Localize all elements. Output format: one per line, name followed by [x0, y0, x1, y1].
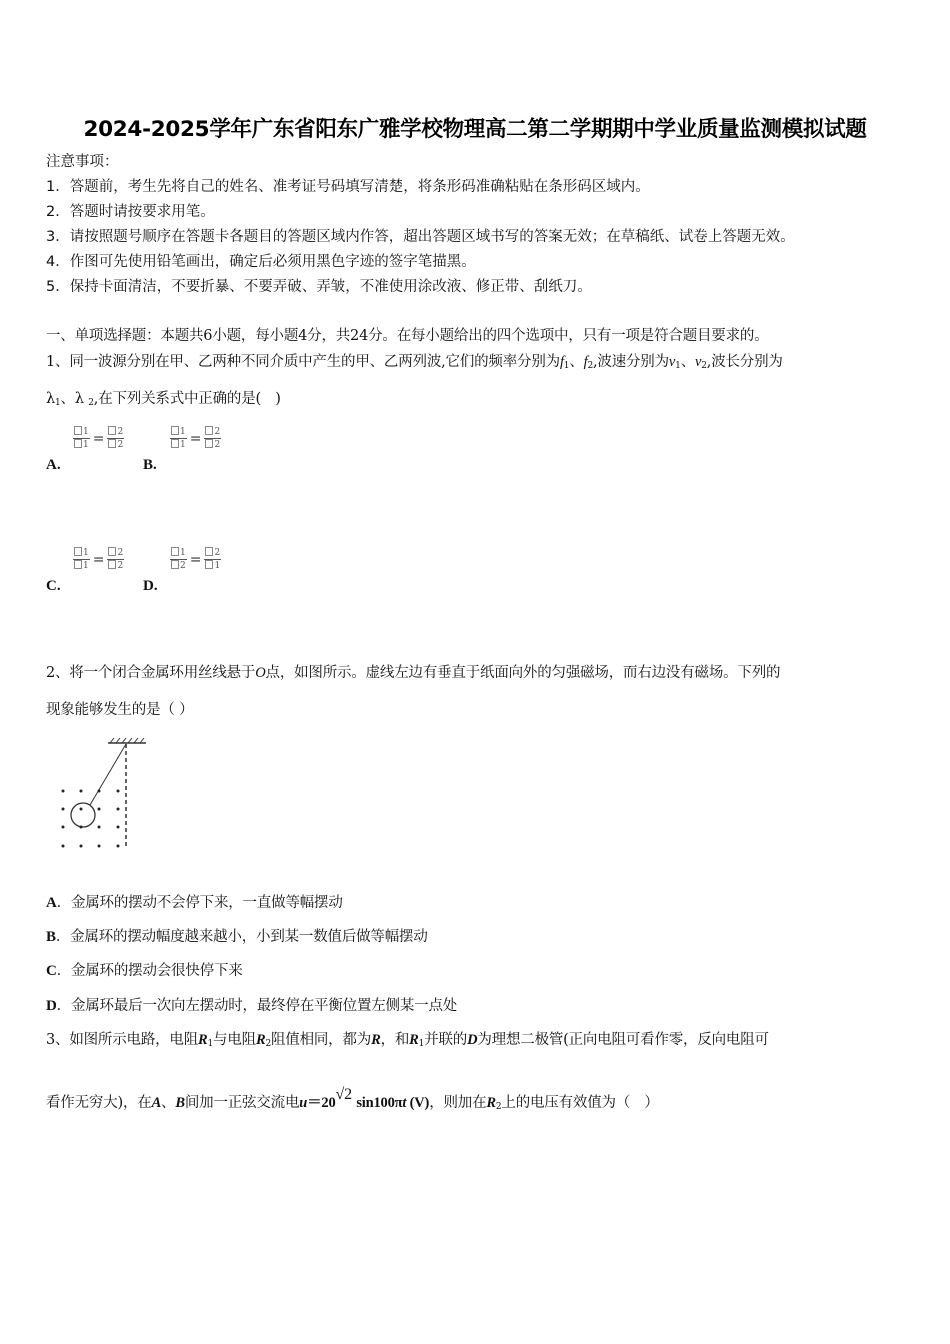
fraction: $\frac{1}{2}$ — [170, 547, 187, 572]
option-label: D. — [143, 578, 158, 594]
option-a[interactable] — [46, 426, 124, 473]
equals: = — [92, 430, 105, 447]
sub: 2 — [495, 1102, 502, 1112]
var-lambda: λ — [74, 391, 89, 407]
sub: 1 — [418, 1039, 425, 1049]
var-a: A — [151, 1095, 162, 1111]
thread — [90, 744, 126, 805]
var-r: R — [486, 1095, 496, 1111]
option-a[interactable] — [46, 893, 343, 913]
formula-image — [73, 426, 124, 451]
text: 点，如图所示。虚线左边有垂直于纸面向外的匀强磁场，而右边没有磁场。下列的 — [265, 665, 781, 681]
option-label: A. — [46, 457, 61, 473]
text: 2、将一个闭合金属环用丝线悬于 — [46, 665, 256, 681]
sub: 2 — [587, 361, 593, 371]
sub: 2 — [88, 398, 94, 408]
option-c[interactable] — [46, 547, 124, 594]
question-1-line-2 — [46, 389, 281, 413]
var-r: R — [409, 1032, 419, 1048]
notice-heading: 注意事项： — [46, 154, 119, 170]
var-r: R — [198, 1032, 208, 1048]
var-d: D — [467, 1032, 478, 1048]
text: ＝20 — [307, 1095, 336, 1111]
equals: = — [189, 430, 202, 447]
text: 、 — [569, 354, 584, 370]
var-v: v — [668, 354, 676, 370]
var-b: B — [175, 1095, 185, 1111]
var-r: R — [371, 1032, 381, 1048]
var-f: f — [559, 354, 564, 370]
text: ,波长分别为 — [706, 354, 783, 370]
text: 与电阻 — [213, 1032, 256, 1048]
var-r: R — [255, 1032, 266, 1048]
pendulum-magnetic-field-figure — [50, 735, 150, 855]
var-o: O — [255, 665, 266, 681]
notice-item: 1．答题前，考生先将自己的姓名、准考证号码填写清楚，将条形码准确粘贴在条形码区域内。 — [46, 179, 650, 195]
section-heading: 一、单项选择题：本题共6小题，每小题4分，共24分。在每小题给出的四个选项中，只有一项是符合题目要求的。 — [46, 328, 769, 344]
option-label: D — [46, 998, 57, 1014]
question-2-line-1 — [46, 663, 780, 683]
text: 1、同一波源分别在甲、乙两种不同介质中产生的甲、乙两列波,它们的频率分别为 — [46, 354, 560, 370]
option-b[interactable] — [143, 426, 221, 473]
option-text: 金属环的摆动幅度越来越小，小到某一数值后做等幅摆动 — [70, 929, 428, 945]
equals: = — [189, 551, 202, 568]
fraction: $\frac{1}{1}$ — [73, 426, 90, 451]
text: 、 — [161, 1095, 176, 1111]
formula-image — [170, 547, 221, 572]
fraction: $\frac{1}{1}$ — [170, 426, 187, 451]
text: 看作无穷大)，在 — [46, 1095, 152, 1111]
option-text: 金属环的摆动不会停下来，一直做等幅摆动 — [70, 895, 343, 911]
notice-item: 2．答题时请按要求用笔。 — [46, 204, 215, 220]
option-text: 金属环的摆动会很快停下来 — [70, 963, 243, 979]
notice-item: 3．请按照题号顺序在答题卡各题目的答题区域内作答，超出答题区域书写的答案无效；在草稿纸、试卷上答题无效。 — [46, 229, 795, 245]
option-label: C — [46, 963, 57, 979]
option-d[interactable] — [143, 547, 221, 594]
option-text: 金属环最后一次向左摆动时，最终停在平衡位置左侧某一点处 — [70, 998, 458, 1014]
text: sin100π — [356, 1095, 403, 1111]
fraction: $\frac{2}{2}$ — [107, 547, 124, 572]
var-lambda: λ — [46, 391, 55, 407]
text: 上的电压有效值为（ ） — [501, 1095, 659, 1111]
text: ，则加在 — [429, 1095, 487, 1111]
text: ． — [56, 998, 71, 1014]
text: ,波速分别为 — [593, 354, 669, 370]
text: 为理想二极管(正向电阻可看作零，反向电阻可 — [477, 1032, 769, 1048]
text: 并联的 — [424, 1032, 468, 1048]
text: ,在下列关系式中正确的是( ) — [93, 391, 281, 407]
text: 3、如图所示电路，电阻 — [46, 1032, 199, 1048]
sub: 2 — [265, 1039, 271, 1049]
metal-ring — [71, 803, 95, 827]
option-label: B. — [143, 457, 157, 473]
question-3-line-2 — [46, 1086, 659, 1117]
var-u: u — [299, 1095, 308, 1111]
question-1-line-1 — [46, 352, 783, 376]
question-2-line-2: 现象能够发生的是（ ） — [46, 702, 194, 718]
fraction: $\frac{2}{2}$ — [204, 426, 221, 451]
option-label: C. — [46, 578, 61, 594]
text: 、 — [680, 354, 696, 370]
ceiling-support-icon — [108, 738, 146, 743]
formula-image — [73, 547, 124, 572]
sub: 1 — [675, 361, 681, 371]
text: (V) — [406, 1095, 430, 1111]
option-c[interactable] — [46, 961, 243, 981]
text: ． — [56, 895, 71, 911]
sub: 2 — [701, 361, 707, 371]
sqrt-2: √2 — [335, 1086, 352, 1103]
page-title: 2024-2025学年广东省阳东广雅学校物理高二第二学期期中学业质量监测模拟试题 — [83, 117, 867, 142]
text: ． — [56, 963, 71, 979]
text: 阻值相同，都为 — [270, 1032, 372, 1048]
fraction: $\frac{2}{1}$ — [204, 547, 221, 572]
option-label: B — [46, 929, 56, 945]
text: ，和 — [380, 1032, 410, 1048]
fraction: $\frac{2}{2}$ — [107, 426, 124, 451]
formula-image — [170, 426, 221, 451]
var-v: v — [695, 354, 702, 370]
var-t: t — [402, 1095, 407, 1111]
magnetic-field-dots — [62, 790, 120, 848]
text: ． — [55, 929, 71, 945]
equals: = — [92, 551, 105, 568]
text: 间加一正弦交流电 — [184, 1095, 300, 1111]
option-b[interactable] — [46, 927, 428, 947]
var-f: f — [583, 354, 588, 370]
text: 、 — [60, 391, 75, 407]
fraction: $\frac{1}{1}$ — [73, 547, 90, 572]
sub: 1 — [563, 361, 570, 371]
sub: 1 — [207, 1039, 214, 1049]
sub: 1 — [55, 398, 61, 408]
notice-item: 5．保持卡面清洁，不要折暴、不要弄破、弄皱，不准使用涂改液、修正带、刮纸刀。 — [46, 279, 592, 295]
option-d[interactable] — [46, 996, 457, 1016]
option-label: A — [46, 895, 57, 911]
question-3-line-1 — [46, 1030, 769, 1054]
notice-item: 4．作图可先使用铅笔画出，确定后必须用黑色字迹的签字笔描黑。 — [46, 254, 476, 270]
